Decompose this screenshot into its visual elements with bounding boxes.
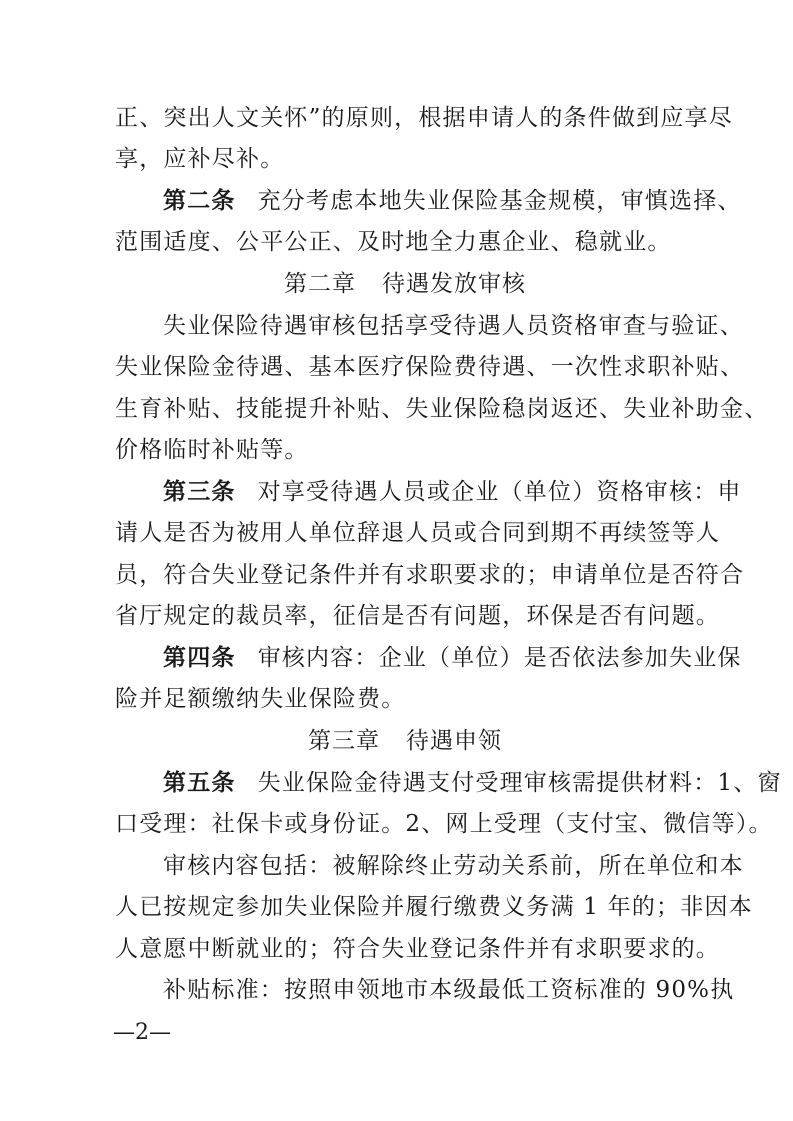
text-line: 人意愿中断就业的；符合失业登记条件并有求职要求的。 (115, 936, 720, 962)
article-text: 对享受待遇人员或企业（单位）资格审核：申 (257, 479, 742, 505)
text-line: 享，应补尽补。 (115, 146, 285, 172)
article-text: 审核内容：企业（单位）是否依法参加失业保 (257, 645, 742, 671)
article-text: 充分考虑本地失业保险基金规模，审慎选择、 (257, 188, 742, 214)
chapter-number: 第二章 (284, 271, 356, 297)
article-3 (163, 472, 742, 512)
text-line: 失业保险待遇审核包括享受待遇人员资格审查与验证、 (163, 313, 744, 339)
article-5 (163, 763, 782, 803)
text-line: 省厅规定的裁员率，征信是否有问题，环保是否有问题。 (115, 603, 720, 629)
text-line: 生育补贴、技能提升补贴、失业保险稳岗返还、失业补助金、 (115, 396, 769, 422)
text-line: 险并足额缴纳失业保险费。 (115, 686, 406, 712)
page-number: —2— (113, 1020, 171, 1045)
article-label: 第五条 (163, 770, 236, 796)
text-line: 口受理：社保卡或身份证。2、网上受理（支付宝、微信等）。 (115, 811, 773, 837)
text-line: 正、突出人文关怀”的原则，根据申请人的条件做到应享尽 (115, 105, 733, 131)
article-label: 第三条 (163, 479, 236, 505)
chapter-title: 待遇发放审核 (382, 271, 526, 297)
text-line: 请人是否为被用人单位辞退人员或合同到期不再续签等人 (115, 520, 720, 546)
chapter-heading (115, 264, 695, 304)
article-label: 第四条 (163, 645, 236, 671)
text-line: 人已按规定参加失业保险并履行缴费义务满 1 年的；非因本 (115, 894, 753, 920)
article-text: 失业保险金待遇支付受理审核需提供材料：1、窗 (257, 770, 782, 796)
text-line: 补贴标准：按照申领地市本级最低工资标准的 90%执 (163, 977, 735, 1003)
chapter-heading (115, 721, 695, 761)
article-label: 第二条 (163, 188, 236, 214)
text-line: 范围适度、公平公正、及时地全力惠企业、稳就业。 (115, 229, 672, 255)
article-4 (163, 638, 742, 678)
chapter-title: 待遇申领 (406, 728, 502, 754)
text-line: 员，符合失业登记条件并有求职要求的；申请单位是否符合 (115, 562, 745, 588)
text-line: 审核内容包括：被解除终止劳动关系前，所在单位和本 (163, 853, 744, 879)
chapter-number: 第三章 (308, 728, 380, 754)
text-line: 价格临时补贴等。 (115, 437, 309, 463)
text-line: 失业保险金待遇、基本医疗保险费待遇、一次性求职补贴、 (115, 354, 745, 380)
article-2 (163, 181, 742, 221)
